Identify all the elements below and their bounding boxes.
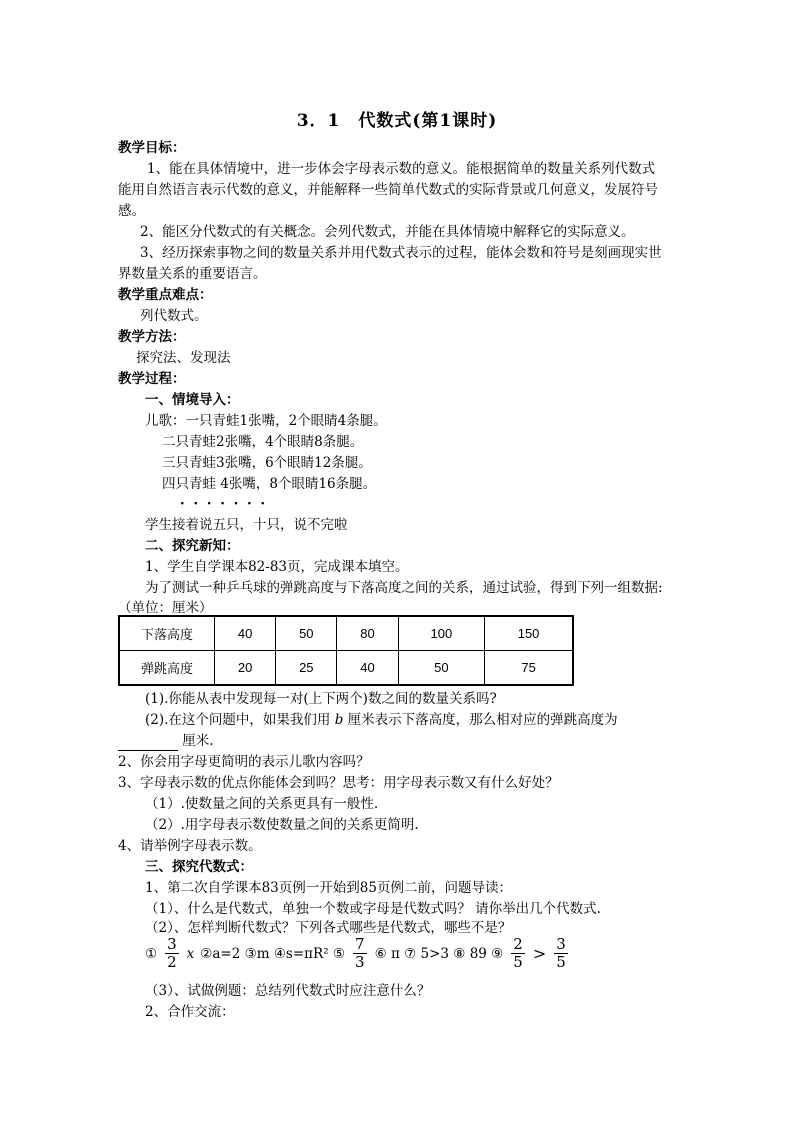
- table-cell: 150: [485, 616, 573, 651]
- song-line-1: 儿歌：一只青蛙1张嘴，2个眼睛4条腿。: [145, 413, 387, 429]
- question-2-suffix: 厘米表示下落高度，那么相对应的弹跳高度为: [347, 712, 618, 728]
- explore-step-1: 1、学生自学课本82-83页，完成课本填空。: [145, 559, 409, 575]
- table-cell: 20: [215, 651, 276, 686]
- question-2-line-2: [118, 731, 214, 751]
- fraction-numerator: 7: [355, 935, 365, 953]
- fraction-denominator: 5: [513, 953, 523, 971]
- page-title: 3．1 代数式(第1课时): [296, 111, 498, 131]
- row-label-bounce: 弹跳高度: [119, 651, 215, 686]
- question-2-prefix: (2).在这个问题中，如果我们用: [145, 712, 331, 728]
- greater-than-sign: >: [532, 944, 547, 963]
- table-cell: 80: [337, 616, 398, 651]
- point-2: 2、你会用字母更简明的表示儿歌内容吗？: [118, 754, 370, 770]
- method-heading: 教学方法：: [118, 329, 186, 345]
- process-heading: 教学过程：: [118, 371, 186, 387]
- fraction-3-2: [165, 936, 179, 971]
- ellipsis-dots: · · · · · · ·: [180, 496, 268, 512]
- explore-heading: 二、探究新知：: [145, 538, 240, 554]
- expr-list-tail: ⑥ π ⑦ 5>3 ⑧ 89 ⑨: [374, 945, 504, 962]
- table-cell: 50: [398, 651, 485, 686]
- song-line-3: 三只青蛙3张嘴，6个眼睛12条腿。: [162, 455, 372, 471]
- question-2-end: 厘米.: [182, 733, 214, 749]
- fraction-2-5: [511, 936, 525, 971]
- fraction-denominator: 3: [355, 953, 365, 971]
- point-4: 4、请举例字母表示数。: [118, 838, 262, 854]
- fraction-denominator: 2: [167, 953, 177, 971]
- question-2-line-1: [145, 710, 618, 730]
- expr-label-1: ①: [145, 945, 158, 962]
- fraction-numerator: 3: [167, 935, 177, 953]
- method-text: 探究法、发现法: [136, 350, 231, 366]
- fraction-7-3: [353, 936, 367, 971]
- goals-heading: 教学目标：: [118, 140, 186, 156]
- algebra-item-3: （3）、试做例题：总结列代数式时应注意什么？: [145, 983, 431, 999]
- table-cell: 40: [337, 651, 398, 686]
- song-line-4: 四只青蛙 4张嘴，8个眼睛16条腿。: [162, 476, 377, 492]
- table-cell: 25: [276, 651, 337, 686]
- table-row: [119, 616, 573, 651]
- point-3-b: （2）.用字母表示数使数量之间的关系更简明.: [145, 817, 419, 833]
- fraction-numerator: 2: [513, 935, 523, 953]
- algebra-step-1: 1、第二次自学课本83页例一开始到85页例二前，问题导读：: [145, 880, 512, 896]
- unit-note: （单位：厘米）: [118, 600, 213, 616]
- answer-blank[interactable]: [118, 736, 178, 751]
- key-heading: 教学重点难点：: [118, 287, 213, 303]
- fraction-3-5: [554, 936, 568, 971]
- expression-list: [145, 936, 570, 971]
- row-label-drop: 下落高度: [119, 616, 215, 651]
- goal-1-line-2: 能用自然语言表示代数的意义，并能解释一些简单代数式的实际背景或几何意义，发展符号: [118, 182, 658, 198]
- intro-heading: 一、情境导入：: [145, 392, 240, 408]
- table-cell: 75: [485, 651, 573, 686]
- goal-2: 2、能区分代数式的有关概念。会列代数式，并能在具体情境中解释它的实际意义。: [140, 224, 635, 240]
- point-3: 3、字母表示数的优点你能体会到吗？思考：用字母表示数又有什么好处？: [118, 775, 559, 791]
- fraction-denominator: 5: [556, 953, 566, 971]
- variable-x: x: [186, 945, 195, 962]
- goal-1-line-1: 1、能在具体情境中，进一步体会字母表示数的意义。能根据简单的数量关系列代数式: [147, 161, 656, 177]
- algebra-step-2: 2、合作交流：: [145, 1004, 235, 1020]
- point-3-a: （1）.使数量之间的关系更具有一般性.: [145, 796, 379, 812]
- algebra-heading: 三、探究代数式：: [145, 859, 253, 875]
- algebra-item-1: （1）、什么是代数式，单独一个数或字母是代数式吗？ 请你举出几个代数式.: [145, 901, 601, 917]
- variable-b: b: [334, 712, 344, 728]
- height-data-table: [118, 615, 574, 686]
- algebra-item-2: （2）、怎样判断代数式？下列各式哪些是代数式，哪些不是？: [145, 920, 512, 936]
- table-row: [119, 651, 573, 686]
- goal-1-line-3: 感。: [118, 203, 145, 219]
- table-cell: 100: [398, 616, 485, 651]
- table-cell: 40: [215, 616, 276, 651]
- key-text: 列代数式。: [140, 308, 208, 324]
- song-line-2: 二只青蛙2张嘴，4个眼睛8条腿。: [162, 434, 364, 450]
- expr-list-middle: ②a=2 ③m ④s=πR² ⑤: [200, 945, 346, 962]
- song-continue: 学生接着说五只，十只，说不完啦: [145, 517, 348, 533]
- goal-3-line-2: 界数量关系的重要语言。: [118, 266, 267, 282]
- fraction-numerator: 3: [556, 935, 566, 953]
- table-cell: 50: [276, 616, 337, 651]
- explore-description: 为了测试一种乒乓球的弹跳高度与下落高度之间的关系，通过试验，得到下列一组数据:: [145, 580, 663, 596]
- goal-3-line-1: 3、经历探索事物之间的数量关系并用代数式表示的过程，能体会数和符号是刻画现实世: [140, 245, 662, 261]
- question-1: (1).你能从表中发现每一对(上下两个)数之间的数量关系吗?: [145, 691, 497, 707]
